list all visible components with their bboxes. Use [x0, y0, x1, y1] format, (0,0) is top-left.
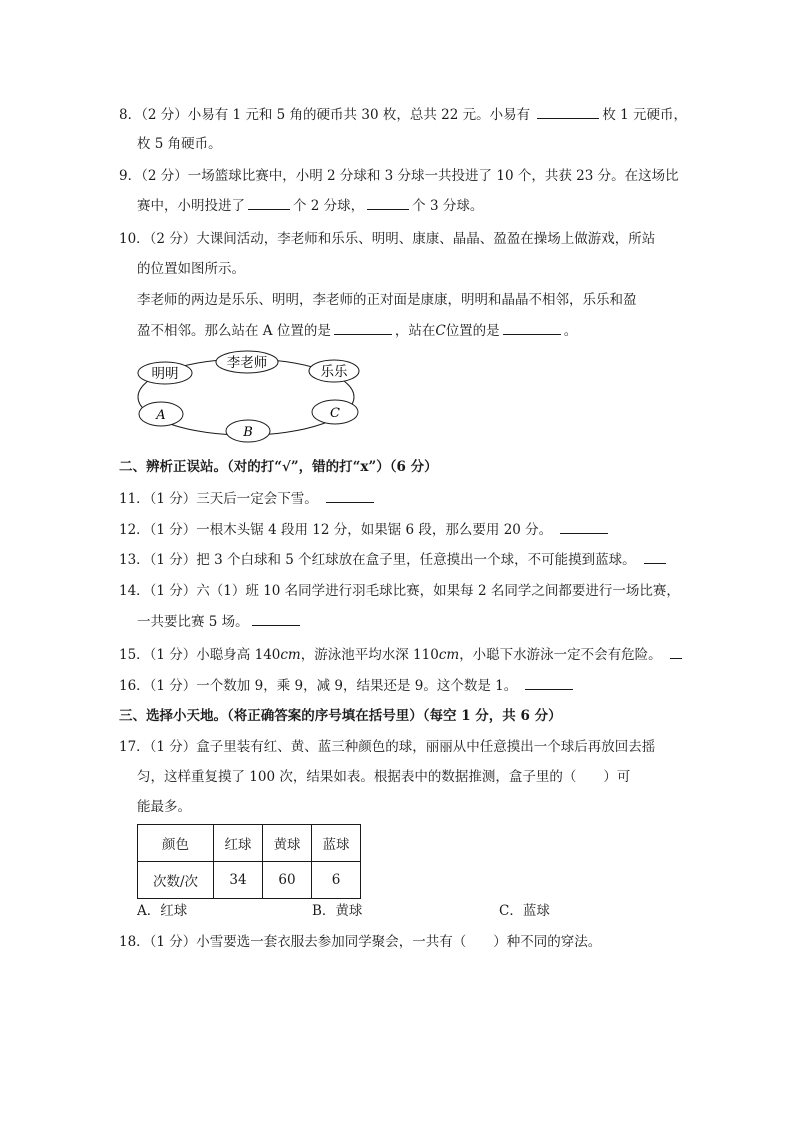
- q10-line3: 李老师的两边是乐乐、明明，李老师的正对面是康康，明明和晶晶不相邻，乐乐和盈: [137, 292, 637, 308]
- table-row: [138, 862, 361, 899]
- q14-line1: 14．（1 分）六（1）班 10 名同学进行羽毛球比赛，如果每 2 名同学之间都要进行一场比赛，: [119, 583, 680, 599]
- table-cell: 次数/次: [138, 862, 214, 899]
- q9-line1: 9．（2 分）一场篮球比赛中，小明 2 分球和 3 分球一共投进了 10 个，共获 23 分。在这场比: [119, 168, 679, 184]
- q9-text: 赛中，小明投进了: [137, 198, 245, 214]
- q10-text-end: 。: [563, 323, 578, 339]
- frequency-table: [137, 824, 361, 899]
- q16: [119, 676, 576, 696]
- q15-text-post: ，小聪下水游泳一定不会有危险。: [459, 647, 662, 663]
- q15-text-mid: ，游泳池平均水深 110: [300, 647, 439, 663]
- q10-line2: 的位置如图所示。: [137, 261, 245, 277]
- q10-label-c: C: [435, 323, 446, 339]
- answer-blank[interactable]: [248, 196, 290, 210]
- q17-option-a[interactable]: A．红球: [137, 903, 188, 919]
- answer-blank[interactable]: [503, 321, 561, 335]
- answer-blank[interactable]: [252, 612, 300, 626]
- table-cell: 颜色: [138, 825, 214, 862]
- node-bottom-label: B: [243, 425, 253, 440]
- table-cell: 蓝球: [312, 825, 361, 862]
- q13: [119, 550, 669, 570]
- q16-text: 16．（1 分）一个数加 9，乘 9，减 9，结果还是 9。这个数是 1。: [119, 678, 518, 694]
- q13-text: 13．（1 分）把 3 个白球和 5 个红球放在盒子里，任意摸出一个球，不可能摸到蓝球。: [119, 552, 636, 568]
- q12: [119, 520, 611, 540]
- table-cell: 红球: [214, 825, 263, 862]
- table-cell: 6: [312, 862, 361, 899]
- answer-blank[interactable]: [326, 489, 374, 503]
- q14-text: 一共要比赛 5 场。: [137, 614, 249, 630]
- table-cell: 黄球: [263, 825, 312, 862]
- answer-blank[interactable]: [560, 520, 608, 534]
- section3-heading: 三、选择小天地。（将正确答案的序号填在括号里）（每空 1 分，共 6 分）: [119, 708, 562, 724]
- q10-text-mid2: 位置的是: [445, 323, 500, 339]
- q10-line4: [137, 321, 577, 341]
- q18: 18．（1 分）小雪要选一套衣服去参加同学聚会，一共有（ ）种不同的穿法。: [119, 934, 602, 950]
- q9-line2: [137, 196, 483, 216]
- answer-blank[interactable]: [525, 676, 573, 690]
- node-right-bottom-label: C: [330, 406, 340, 421]
- node-left-top-label: 明明: [151, 366, 179, 382]
- position-diagram: [128, 346, 368, 446]
- q9-text-post: 个 3 分球。: [412, 198, 484, 214]
- q12-text: 12．（1 分）一根木头锯 4 段用 12 分，如果锯 6 段，那么要用 20 分。: [119, 522, 553, 538]
- node-left-bottom-label: A: [156, 408, 166, 423]
- answer-blank[interactable]: [670, 645, 682, 659]
- q15-unit-2: cm: [438, 647, 460, 663]
- answer-blank[interactable]: [644, 550, 666, 564]
- q17-line3: 能最多。: [137, 799, 191, 815]
- table-cell: 60: [263, 862, 312, 899]
- q15: [119, 645, 685, 665]
- answer-blank[interactable]: [537, 105, 599, 119]
- answer-blank[interactable]: [334, 321, 392, 335]
- q17-line1: 17．（1 分）盒子里装有红、黄、蓝三种颜色的球，丽丽从中任意摸出一个球后再放回去摇: [119, 739, 656, 755]
- node-right-top-label: 乐乐: [320, 364, 348, 380]
- q17-line2: 匀，这样重复摸了 100 次，结果如表。根据表中的数据推测，盒子里的（ ）可: [137, 769, 631, 785]
- q15-unit: cm: [280, 647, 301, 663]
- q14-line2: [137, 612, 303, 632]
- node-top-label: 李老师: [226, 355, 268, 371]
- q8-line2: 枚 5 角硬币。: [137, 136, 222, 152]
- q10-text: 盈不相邻。那么站在 A 位置的是: [137, 323, 331, 339]
- table-header-row: [138, 825, 361, 862]
- q9-text-mid: 个 2 分球，: [293, 198, 365, 214]
- q10-text-mid: ，站在: [394, 323, 436, 339]
- q8-text: 8．（2 分）小易有 1 元和 5 角的硬币共 30 枚，总共 22 元。小易有: [119, 107, 531, 123]
- section2-heading: 二、辨析正误站。（对的打“√”，错的打“x”）（6 分）: [119, 459, 438, 475]
- q8-line1: [119, 105, 687, 125]
- q17-option-b[interactable]: B．黄球: [312, 903, 363, 919]
- q11: [119, 489, 377, 509]
- q10-line1: 10．（2 分）大课间活动，李老师和乐乐、明明、康康、晶晶、盈盈在操场上做游戏，所站: [119, 231, 656, 247]
- answer-blank[interactable]: [367, 196, 409, 210]
- q17-option-c[interactable]: C．蓝球: [499, 903, 550, 919]
- q15-text: 15．（1 分）小聪身高 140: [119, 647, 281, 663]
- table-cell: 34: [214, 862, 263, 899]
- q8-text-post: 枚 1 元硬币，: [602, 107, 688, 123]
- q11-text: 11．（1 分）三天后一定会下雪。: [119, 491, 318, 507]
